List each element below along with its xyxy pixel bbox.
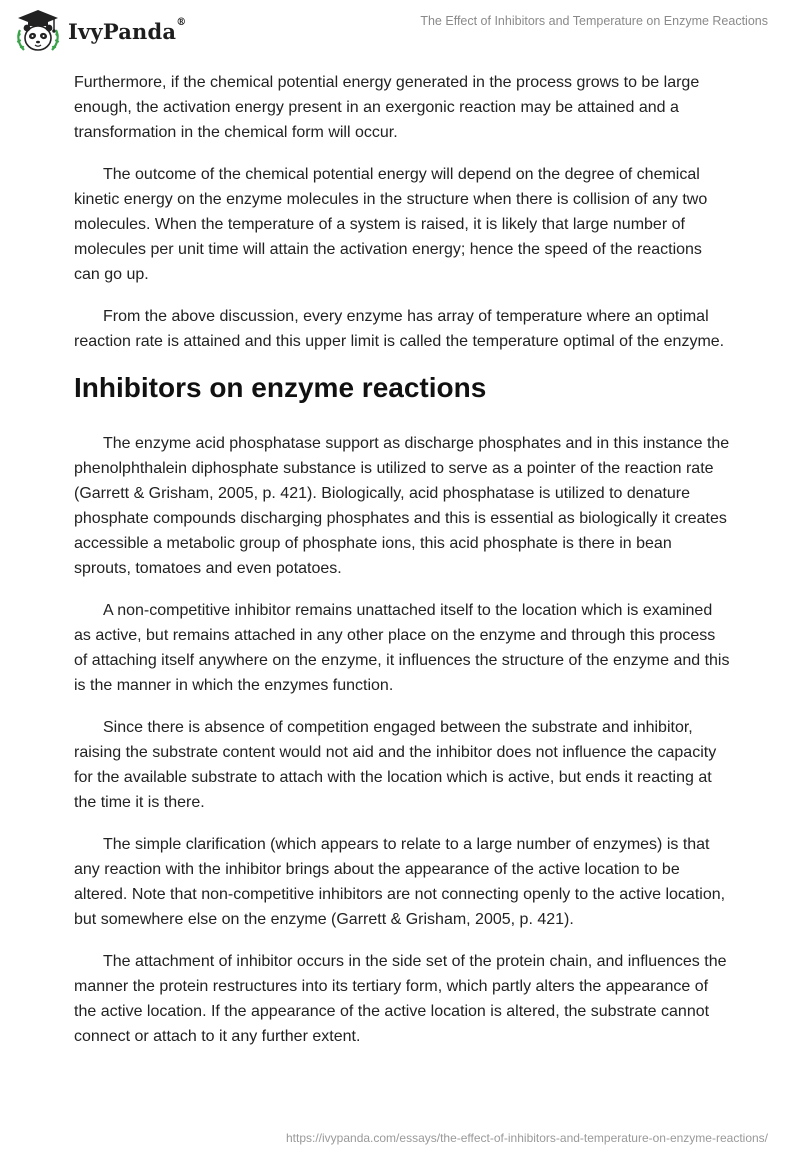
section-heading: Inhibitors on enzyme reactions [74, 372, 487, 403]
brand-logo[interactable] [14, 8, 186, 54]
paragraph: From the above discussion, every enzyme has array of temperature where an optimal reaction rate is attained and this upper limit is called the temperature optimal of the enzyme. [74, 308, 725, 350]
paragraph: The attachment of inhibitor occurs in the side set of the protein chain, and influences the manner the protein restructures into its tertiary form, which partly alters the appearance of the active location. If the appearance of the active location is altered, the substrate cannot connect or attach to it any further extent. [74, 953, 727, 1045]
brand-name: IvyPanda® [68, 16, 187, 44]
source-url[interactable]: https://ivypanda.com/essays/the-effect-of-inhibitors-and-temperature-on-enzyme-reactions/ [286, 1131, 768, 1145]
paragraph: Furthermore, if the chemical potential energy generated in the process grows to be large enough, the activation energy present in an exergonic reaction may be attained and a transformation in the chemical form will occur. [74, 74, 700, 141]
page-header [0, 0, 800, 60]
paragraph: The enzyme acid phosphatase support as discharge phosphates and in this instance the phenolphthalein diphosphate substance is utilized to serve as a pointer of the reaction rate (Garrett & Grisham, 2005, p. 421). Biologically, acid phosphatase is utilized to denature phosphate compounds discharging phosphates and this is essential as biologically it creates accessible a metabolic group of phosphate ions, this acid phosphate is there in bean sprouts, tomatoes and even potatoes. [74, 435, 730, 577]
document-title: The Effect of Inhibitors and Temperature on Enzyme Reactions [420, 14, 768, 28]
paragraph: Since there is absence of competition engaged between the substrate and inhibitor, raising the substrate content would not aid and the inhibitor does not influence the capacity for the available substrate to attach with the location which is active, but ends it reacting at the time it is there. [74, 719, 717, 811]
registered-mark: ® [176, 16, 187, 28]
paragraph: The simple clarification (which appears to relate to a large number of enzymes) is that any reaction with the inhibitor brings about the appearance of the active location to be altered. Note that non-competitive inhibitors are not connecting openly to the active location, but somewhere else on the enzyme (Garrett & Grisham, 2005, p. 421). [74, 836, 726, 928]
paragraph: A non-competitive inhibitor remains unattached itself to the location which is examined as active, but remains attached in any other place on the enzyme and through this process of attaching itself anywhere on the enzyme, it influences the structure of the enzyme and this is the manner in which the enzymes function. [74, 602, 730, 694]
essay-content [74, 70, 730, 1066]
panda-graduation-cap-icon [14, 8, 62, 54]
paragraph: The outcome of the chemical potential energy will depend on the degree of chemical kinetic energy on the enzyme molecules in the structure when there is collision of any two molecules. When the temperature of a system is raised, it is likely that large number of molecules per unit time will attain the activation energy; hence the speed of the reactions can go up. [74, 166, 708, 283]
